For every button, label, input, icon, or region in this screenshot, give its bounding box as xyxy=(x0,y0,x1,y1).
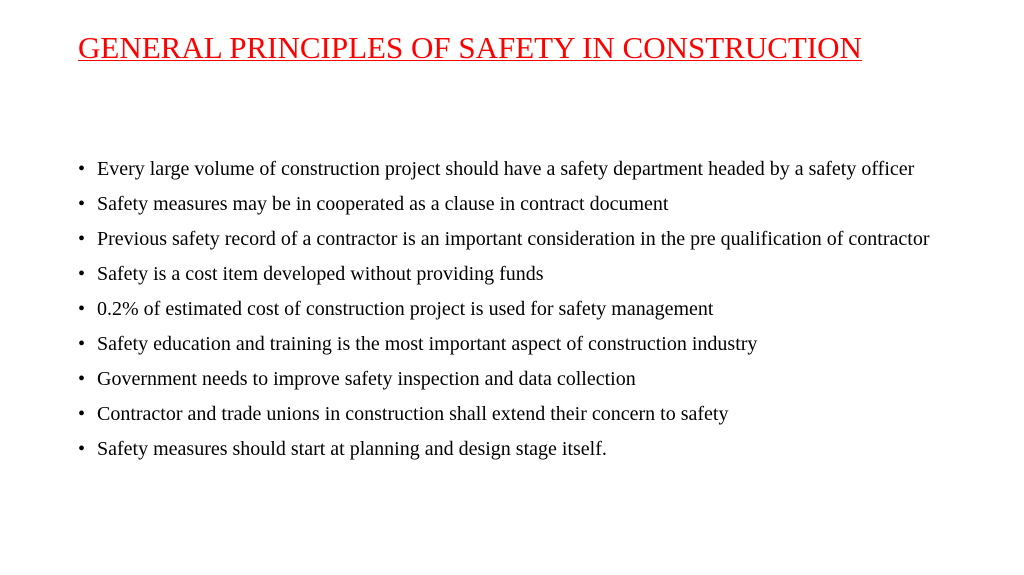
list-item xyxy=(78,332,958,356)
bullet-text: Government needs to improve safety inspection and data collection xyxy=(97,368,636,390)
list-item xyxy=(78,402,958,426)
bullet-icon: • xyxy=(78,158,86,180)
list-item xyxy=(78,157,958,181)
list-item xyxy=(78,367,958,391)
bullet-text: Safety education and training is the most important aspect of construction industry xyxy=(97,333,758,355)
bullet-icon: • xyxy=(78,438,86,460)
bullet-icon: • xyxy=(78,228,86,250)
bullet-text: Safety measures may be in cooperated as a clause in contract document xyxy=(97,193,669,215)
bullet-icon: • xyxy=(78,333,86,355)
list-item xyxy=(78,437,958,461)
bullet-icon: • xyxy=(78,403,86,425)
bullet-list xyxy=(78,157,958,472)
bullet-text: Contractor and trade unions in construction shall extend their concern to safety xyxy=(97,403,729,425)
list-item xyxy=(78,262,958,286)
list-item xyxy=(78,227,958,251)
bullet-icon: • xyxy=(78,263,86,285)
bullet-icon: • xyxy=(78,368,86,390)
slide-title: GENERAL PRINCIPLES OF SAFETY IN CONSTRUCTION xyxy=(78,30,862,65)
bullet-text: Safety is a cost item developed without providing funds xyxy=(97,263,544,285)
bullet-icon: • xyxy=(78,193,86,215)
bullet-icon: • xyxy=(78,298,86,320)
bullet-text: Previous safety record of a contractor is an important consideration in the pre qualification of contractor xyxy=(97,228,930,250)
bullet-text: Safety measures should start at planning and design stage itself. xyxy=(97,438,607,460)
list-item xyxy=(78,192,958,216)
list-item xyxy=(78,297,958,321)
bullet-text: Every large volume of construction project should have a safety department headed by a safety officer xyxy=(97,158,915,180)
bullet-text: 0.2% of estimated cost of construction project is used for safety management xyxy=(97,298,714,320)
